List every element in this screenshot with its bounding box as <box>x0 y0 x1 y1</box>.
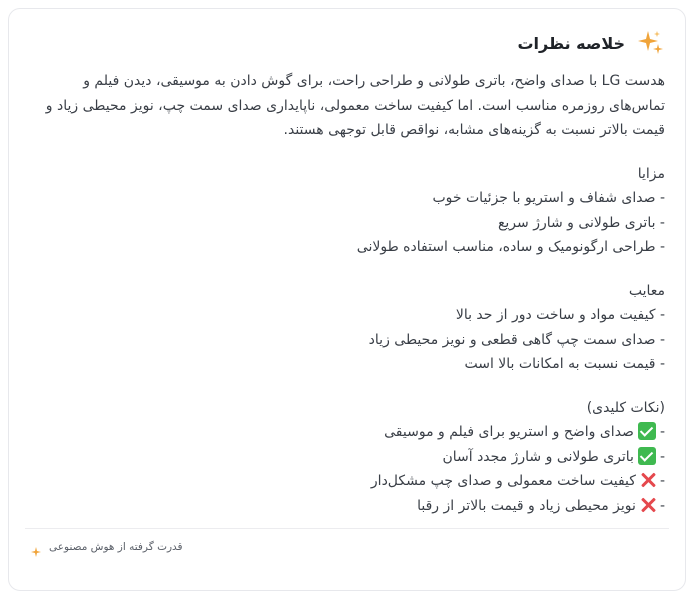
card-title: خلاصه نظرات <box>517 33 625 53</box>
cons-list <box>27 303 665 377</box>
cross-icon <box>640 471 656 489</box>
cons-title: معایب <box>628 282 665 299</box>
check-icon <box>638 447 656 465</box>
card-header <box>517 25 665 61</box>
review-summary-card <box>8 8 686 591</box>
list-item: -باتری طولانی و شارژ مجدد آسان <box>442 448 665 465</box>
key-points-list <box>27 420 665 518</box>
ai-attribution <box>31 541 183 553</box>
sparkle-icon <box>635 28 665 58</box>
sparkle-icon <box>31 542 41 552</box>
pros-title: مزایا <box>637 165 665 182</box>
list-item: -نویز محیطی زیاد و قیمت بالاتر از رقبا <box>417 497 665 514</box>
list-item: - باتری طولانی و شارژ سریع <box>497 214 665 231</box>
summary-text: هدست LG با صدای واضح، باتری طولانی و طراحی راحت، برای گوش دادن به موسیقی، دیدن فیلم و تماس‌های روزمره مناسب است. اما کیفیت ساخت معمولی، ناپایداری صدای سمت چپ، نویز محیطی زیاد و قیمت بالاتر نسبت به گزینه‌های مشابه، نواقص قابل توجهی هستند. <box>45 73 665 138</box>
list-item: - صدای شفاف و استریو با جزئیات خوب <box>432 190 665 206</box>
list-item: - طراحی ارگونومیک و ساده، مناسب استفاده طولانی <box>356 239 665 255</box>
ai-attribution-label: قدرت گرفته از هوش مصنوعی <box>49 541 183 553</box>
list-item: -صدای واضح و استریو برای فیلم و موسیقی <box>384 424 665 440</box>
check-icon <box>638 422 656 440</box>
card-content <box>27 69 665 537</box>
list-item: - کیفیت مواد و ساخت دور از حد بالا <box>455 307 665 323</box>
cross-icon <box>640 496 656 514</box>
key-points-title: (نکات کلیدی) <box>586 399 665 416</box>
list-item: - قیمت نسبت به امکانات بالا است <box>464 356 665 372</box>
footer-divider <box>25 528 669 529</box>
pros-list <box>27 186 665 260</box>
list-item: -کیفیت ساخت معمولی و صدای چپ مشکل‌دار <box>370 473 665 489</box>
list-item: - صدای سمت چپ گاهی قطعی و نویز محیطی زیاد <box>368 331 665 348</box>
